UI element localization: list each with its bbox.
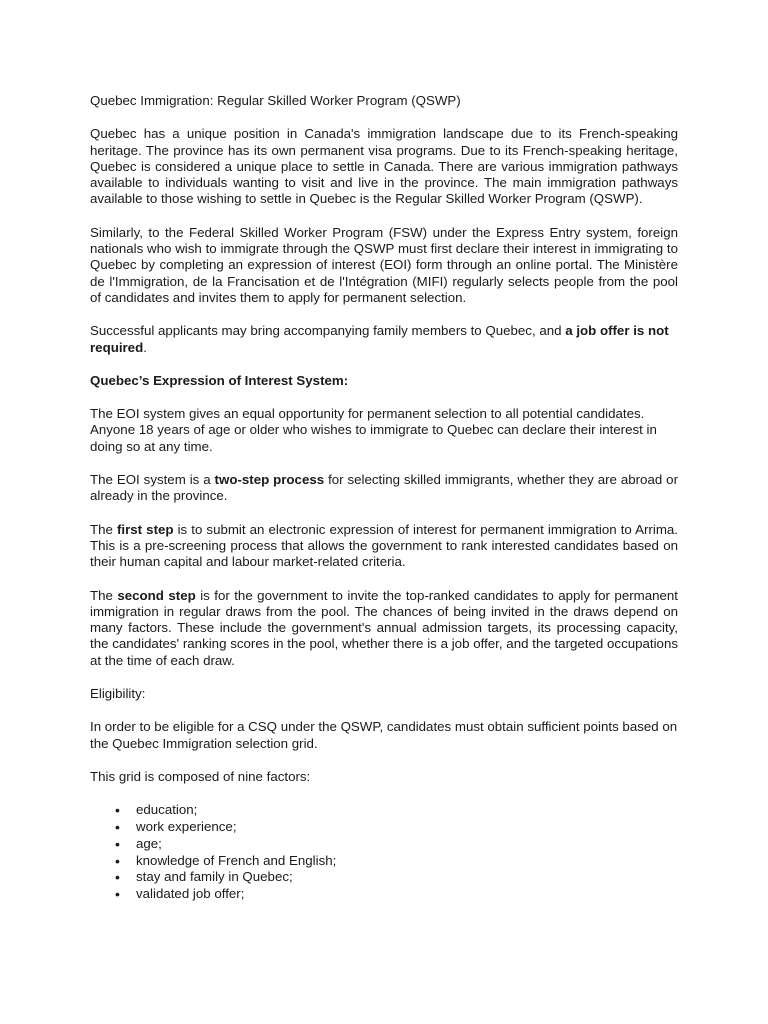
first-step-emphasis: first step: [116, 521, 174, 537]
document-body: [90, 93, 678, 903]
fsw-comparison-paragraph: Similarly, to the Federal Skilled Worker Program (FSW) under the Express Entry system, foreign nationals who wish to immigrate through the QSWP must first declare their interest in immigrating to Quebec by completing an expression of interest (EOI) form through an online portal. The Ministère de l'Immigration, de la Francisation et de l'Intégration (MIFI) regularly selects people from the pool of candidates and invites them to apply for permanent selection.: [90, 224, 678, 305]
list-item: • education;: [115, 802, 678, 819]
document-title: Quebec Immigration: Regular Skilled Worker Program (QSWP): [90, 93, 461, 108]
list-item: • stay and family in Quebec;: [115, 869, 678, 886]
list-item: • age;: [115, 836, 678, 853]
eoi-equal-opportunity-paragraph: The EOI system gives an equal opportunity for permanent selection to all potential candidates. Anyone 18 years of age or older who wishes to immigrate to Quebec can declare their interest in doing so at any time.: [90, 406, 657, 454]
second-step-emphasis: second step: [117, 587, 196, 603]
list-item: • work experience;: [115, 819, 678, 836]
second-step-paragraph: [90, 588, 678, 669]
two-step-text-start: The EOI system is a: [90, 472, 215, 488]
eoi-section-heading: Quebec’s Expression of Interest System:: [90, 372, 349, 388]
grid-intro: This grid is composed of nine factors:: [90, 768, 311, 784]
selection-factors-list: [90, 802, 678, 903]
eligibility-paragraph: In order to be eligible for a CSQ under the QSWP, candidates must obtain sufficient points based on the Quebec Immigration selection grid.: [90, 719, 678, 751]
list-item: • knowledge of French and English;: [115, 853, 678, 870]
second-step-text-end: is for the government to invite the top-ranked candidates to apply for permanent immigration in regular draws from the pool. The chances of being invited in the draws depend on many factors. These include the government's annual admission targets, its processing capacity, the candidates' ranking scores in the pool, whether there is a job offer, and the targeted occupations at the time of each draw.: [90, 587, 678, 668]
family-text-start: Successful applicants may bring accompanying family members to Quebec, and: [90, 323, 566, 339]
eligibility-label: Eligibility:: [90, 686, 146, 702]
two-step-paragraph: [90, 472, 678, 505]
two-step-text-end: for selecting skilled immigrants, whether they are abroad or already in the province.: [90, 472, 678, 504]
intro-paragraph: Quebec has a unique position in Canada's immigration landscape due to its French-speaking heritage. The province has its own permanent visa programs. Due to its French-speaking heritage, Quebec is considered a unique place to settle in Canada. There are various immigration pathways available to individuals wanting to visit and live in the province. The main immigration pathways available to those wishing to settle in Quebec is the Regular Skilled Worker Program (QSWP).: [90, 126, 678, 207]
list-item: • validated job offer;: [115, 886, 678, 903]
family-paragraph: [90, 323, 678, 356]
first-step-text-end: is to submit an electronic expression of interest for permanent immigration to Arrima. This is a pre-screening process that allows the government to rank interested candidates based on their human capital and labour market-related criteria.: [90, 521, 678, 570]
first-step-paragraph: [90, 522, 678, 571]
family-text-end: .: [143, 339, 147, 355]
first-step-text-start: The: [90, 521, 117, 537]
two-step-emphasis: two-step process: [214, 472, 325, 488]
second-step-text-start: The: [90, 587, 118, 603]
job-offer-not-required-emphasis: a job offer is not required: [90, 323, 669, 355]
